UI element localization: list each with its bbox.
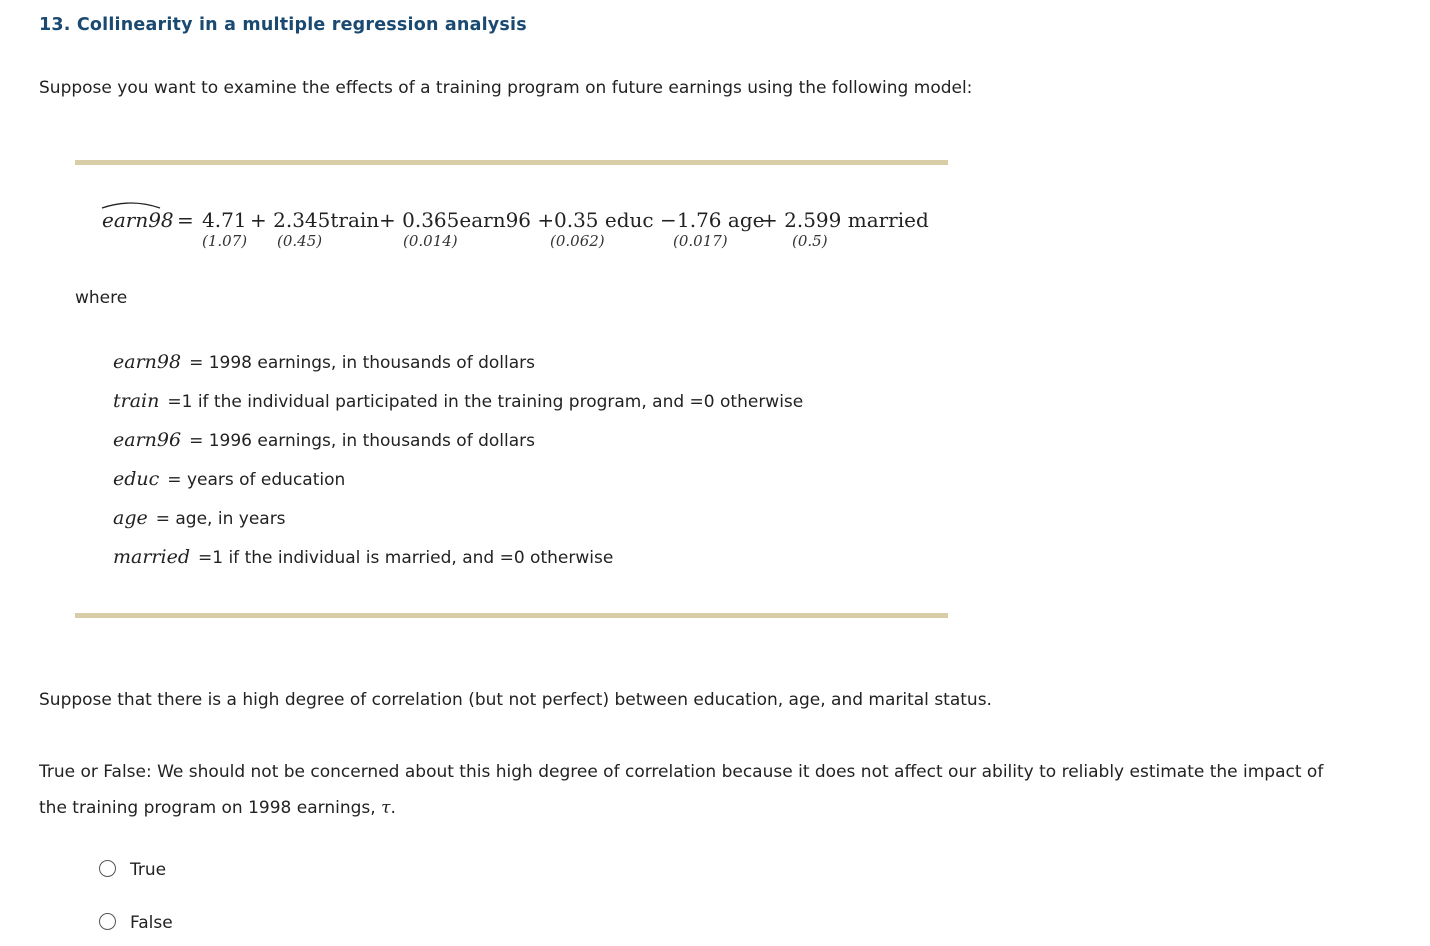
question-title: 13. Collinearity in a multiple regression analysis <box>39 15 527 35</box>
prompt-period: . <box>390 798 396 818</box>
eq-term-married: + 2.599 married <box>761 208 929 232</box>
definition-row <box>113 468 345 490</box>
correlation-text: Suppose that there is a high degree of correlation (but not perfect) between education, age, and marital status. <box>39 690 992 710</box>
eq-se-married: (0.5) <box>792 232 828 250</box>
eq-se-educ: (0.062) <box>550 232 605 250</box>
definition-desc: = 1998 earnings, in thousands of dollars <box>189 353 535 373</box>
eq-term-train: + 2.345train <box>250 208 380 232</box>
eq-se-intercept: (1.07) <box>202 232 248 250</box>
top-divider <box>75 160 948 165</box>
definition-row <box>113 351 535 373</box>
definition-var: earn98 <box>113 351 182 373</box>
definition-desc: =1 if the individual participated in the training program, and =0 otherwise <box>167 392 804 412</box>
definition-desc: = age, in years <box>155 509 286 529</box>
eq-term-educ: 0.35 educ − <box>554 208 677 232</box>
definition-row <box>113 429 535 451</box>
definition-row <box>113 390 803 412</box>
intro-text: Suppose you want to examine the effects of a training program on future earnings using the following model: <box>39 78 973 98</box>
option-true-label[interactable]: True <box>130 860 167 880</box>
bottom-divider <box>75 613 948 618</box>
definition-row <box>113 546 613 568</box>
prompt-line-2-text: the training program on 1998 earnings, <box>39 798 376 818</box>
definition-desc: = 1996 earnings, in thousands of dollars <box>189 431 535 451</box>
definition-var: earn96 <box>113 429 182 451</box>
definition-var: married <box>113 546 190 568</box>
prompt-line-1: True or False: We should not be concerned about this high degree of correlation because it does not affect our ability to reliably estimate the impact of <box>39 762 1324 782</box>
eq-se-age: (0.017) <box>673 232 728 250</box>
option-false-label[interactable]: False <box>130 913 173 933</box>
definition-row <box>113 507 286 529</box>
definition-var: educ <box>113 468 160 490</box>
definition-desc: = years of education <box>167 470 346 490</box>
definition-desc: =1 if the individual is married, and =0 otherwise <box>198 548 614 568</box>
eq-se-train: (0.45) <box>277 232 323 250</box>
radio-true[interactable] <box>99 860 116 877</box>
prompt-line-2 <box>39 798 396 818</box>
eq-se-earn96: (0.014) <box>403 232 458 250</box>
eq-term-age: 1.76 age <box>677 208 765 232</box>
eq-term-earn96: + 0.365earn96 + <box>379 208 555 232</box>
radio-false[interactable] <box>99 913 116 930</box>
eq-term-intercept: 4.71 <box>202 208 247 232</box>
eq-equals: = <box>177 208 194 232</box>
eq-lhs: earn98 <box>102 208 174 232</box>
where-label: where <box>75 288 128 308</box>
definition-var: age <box>113 507 148 529</box>
tau-symbol: τ <box>381 798 391 818</box>
definition-var: train <box>113 390 160 412</box>
